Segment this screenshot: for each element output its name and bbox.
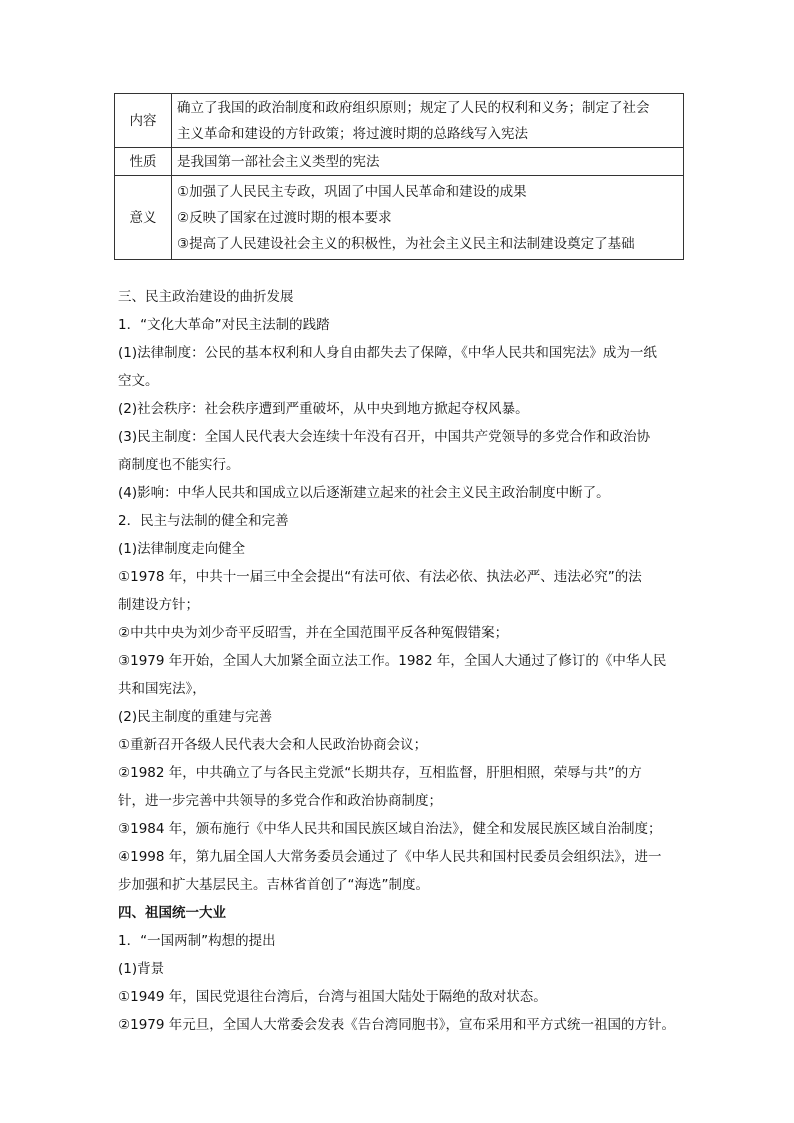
row-line: ③提高了人民建设社会主义的积极性，为社会主义民主和法制建设奠定了基础 (177, 235, 635, 252)
subsection-title: 1．“一国两制”构想的提出 (118, 933, 276, 949)
row-label: 性质 (115, 148, 172, 176)
text-line: ①重新召开各级人民代表大会和人民政治协商会议； (118, 737, 428, 753)
text-line: ③1979 年开始，全国人大加紧全面立法工作。1982 年，全国人大通过了修订的《中华人民 (118, 653, 667, 669)
subsection-title: 1．“文化大革命”对民主法制的践踏 (118, 317, 330, 333)
row-content (172, 94, 684, 148)
text-line: (2)社会秩序：社会秩序遭到严重破坏，从中央到地方掀起夺权风暴。 (118, 401, 529, 417)
text-line: ①1978 年，中共十一届三中全会提出“有法可依、有法必依、执法必严、违法必究”的法 (118, 569, 642, 585)
row-content (172, 176, 684, 260)
text-line: ②中共中央为刘少奇平反昭雪，并在全国范围平反各种冤假错案； (118, 625, 509, 641)
row-line: 确立了我国的政治制度和政府组织原则；规定了人民的权利和义务；制定了社会 (177, 99, 650, 116)
section-heading: 四、祖国统一大业 (118, 905, 226, 921)
row-line: ②反映了国家在过渡时期的根本要求 (177, 209, 392, 226)
text-line: 针，进一步完善中共领导的多党合作和政治协商制度； (118, 793, 442, 809)
row-label: 内容 (115, 94, 172, 148)
text-line: ①1949 年，国民党退往台湾后，台湾与祖国大陆处于隔绝的敌对状态。 (118, 989, 547, 1005)
row-line: 是我国第一部社会主义类型的宪法 (177, 153, 380, 170)
table-row (115, 176, 684, 260)
text-line: ③1984 年，颁布施行《中华人民共和国民族区域自治法》，健全和发展民族区域自治制度； (118, 821, 662, 837)
table-row (115, 94, 684, 148)
section-heading: 三、民主政治建设的曲折发展 (118, 289, 294, 305)
document-body (118, 283, 688, 1039)
row-content (172, 148, 684, 176)
text-line: (4)影响：中华人民共和国成立以后逐渐建立起来的社会主义民主政治制度中断了。 (118, 485, 610, 501)
part-title: (1)背景 (118, 961, 165, 977)
text-line: 商制度也不能实行。 (118, 457, 240, 473)
part-title: (2)民主制度的重建与完善 (118, 709, 273, 725)
constitution-table (114, 93, 684, 260)
row-label: 意义 (115, 176, 172, 260)
table-row (115, 148, 684, 176)
text-line: ②1979 年元旦，全国人大常委会发表《告台湾同胞书》，宣布采用和平方式统一祖国的方针。 (118, 1017, 675, 1033)
text-line: 空文。 (118, 373, 159, 389)
row-line: 主义革命和建设的方针政策；将过渡时期的总路线写入宪法 (177, 125, 528, 142)
part-title: (1)法律制度走向健全 (118, 541, 246, 557)
text-line: (3)民主制度：全国人民代表大会连续十年没有召开，中国共产党领导的多党合作和政治协 (118, 429, 651, 445)
text-line: ②1982 年，中共确立了与各民主党派“长期共存，互相监督，肝胆相照，荣辱与共”的方 (118, 765, 642, 781)
row-line: ①加强了人民民主专政，巩固了中国人民革命和建设的成果 (177, 183, 527, 200)
text-line: 共和国宪法》， (118, 681, 206, 697)
text-line: ④1998 年，第九届全国人大常务委员会通过了《中华人民共和国村民委员会组织法》，进一 (118, 849, 662, 865)
subsection-title: 2．民主与法制的健全和完善 (118, 513, 289, 529)
text-line: 步加强和扩大基层民主。吉林省首创了“海选”制度。 (118, 877, 429, 893)
text-line: 制建设方针； (118, 597, 199, 613)
text-line: (1)法律制度：公民的基本权利和人身自由都失去了保障，《中华人民共和国宪法》成为一纸 (118, 345, 657, 361)
